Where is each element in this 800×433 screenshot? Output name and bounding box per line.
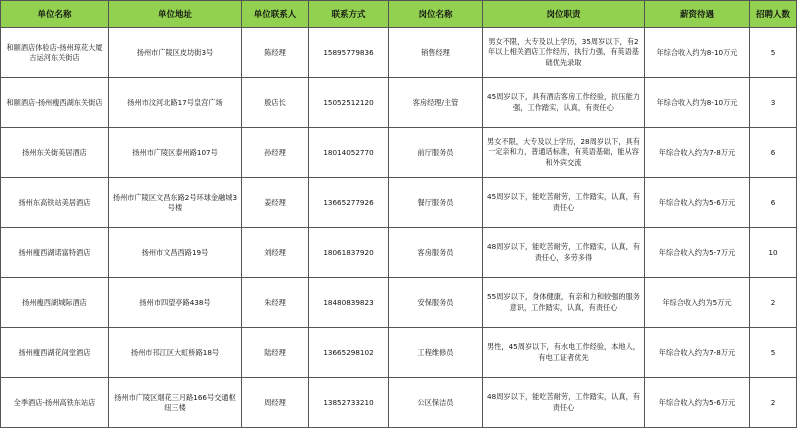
position-duty: 45周岁以下，能吃苦耐劳，工作踏实，认真，有责任心 (483, 178, 645, 228)
table-row (1, 178, 797, 228)
hiring-count: 6 (750, 178, 797, 228)
position-duty: 48周岁以下，能吃苦耐劳，工作踏实，认真，有责任心 (483, 378, 645, 428)
position-name: 客房服务员 (389, 228, 483, 278)
header-cell: 单位名称 (1, 1, 109, 28)
hiring-count: 2 (750, 278, 797, 328)
position-name: 客房经理/主管 (389, 78, 483, 128)
company-name: 扬州东关街美居酒店 (1, 128, 109, 178)
position-duty: 45周岁以下，具有酒店客房工作经验，抗压能力强，工作踏实，认真，有责任心 (483, 78, 645, 128)
company-name: 扬州瘦西湖诺富特酒店 (1, 228, 109, 278)
contact-person: 周经理 (242, 378, 309, 428)
company-address: 扬州市汶河北路17号皇宫广场 (109, 78, 242, 128)
contact-phone: 13665298102 (309, 328, 389, 378)
table-row (1, 278, 797, 328)
contact-phone: 15895779836 (309, 28, 389, 78)
hiring-count: 5 (750, 28, 797, 78)
salary: 年综合收入约为5-7万元 (645, 228, 750, 278)
header-row (1, 1, 797, 28)
position-name: 安保服务员 (389, 278, 483, 328)
header-cell: 单位联系人 (242, 1, 309, 28)
contact-person: 殷店长 (242, 78, 309, 128)
company-name: 全季酒店-扬州高铁东站店 (1, 378, 109, 428)
contact-phone: 13665277926 (309, 178, 389, 228)
contact-person: 朱经理 (242, 278, 309, 328)
company-name: 和颐酒店体验店-扬州琼花大厦古运河东关街店 (1, 28, 109, 78)
hiring-count: 3 (750, 78, 797, 128)
position-duty: 男性，45周岁以下，有水电工作经验，本地人，有电工证者优先 (483, 328, 645, 378)
contact-phone: 15052512120 (309, 78, 389, 128)
header-cell: 薪资待遇 (645, 1, 750, 28)
contact-person: 陈经理 (242, 28, 309, 78)
company-name: 和颐酒店-扬州瘦西湖东关街店 (1, 78, 109, 128)
hiring-count: 10 (750, 228, 797, 278)
contact-person: 刘经理 (242, 228, 309, 278)
hiring-count: 6 (750, 128, 797, 178)
company-address: 扬州市广陵区烟花三月路166号交通枢纽三楼 (109, 378, 242, 428)
contact-phone: 18061837920 (309, 228, 389, 278)
salary: 年综合收入约为7-8万元 (645, 128, 750, 178)
table-row (1, 78, 797, 128)
company-address: 扬州市广陵区文昌东路2号环球金融城3号楼 (109, 178, 242, 228)
contact-phone: 13852733210 (309, 378, 389, 428)
header-cell: 单位地址 (109, 1, 242, 28)
contact-person: 姜经理 (242, 178, 309, 228)
salary: 年综合收入约为8-10万元 (645, 78, 750, 128)
salary: 年综合收入约为5万元 (645, 278, 750, 328)
hiring-count: 2 (750, 378, 797, 428)
table-row (1, 378, 797, 428)
table-row (1, 328, 797, 378)
contact-phone: 18480839823 (309, 278, 389, 328)
company-name: 扬州瘦西湖城际酒店 (1, 278, 109, 328)
header-cell: 招聘人数 (750, 1, 797, 28)
position-name: 工程维修员 (389, 328, 483, 378)
position-name: 公区保洁员 (389, 378, 483, 428)
contact-person: 孙经理 (242, 128, 309, 178)
table-row (1, 228, 797, 278)
contact-person: 陆经理 (242, 328, 309, 378)
salary: 年综合收入约为7-8万元 (645, 328, 750, 378)
header-cell: 联系方式 (309, 1, 389, 28)
company-name: 扬州瘦西湖花间堂酒店 (1, 328, 109, 378)
position-name: 前厅服务员 (389, 128, 483, 178)
company-address: 扬州市四望亭路438号 (109, 278, 242, 328)
position-name: 餐厅服务员 (389, 178, 483, 228)
table-row (1, 128, 797, 178)
company-address: 扬州市广陵区泰州路107号 (109, 128, 242, 178)
header-cell: 岗位名称 (389, 1, 483, 28)
company-address: 扬州市文昌西路19号 (109, 228, 242, 278)
table-row (1, 28, 797, 78)
hiring-count: 5 (750, 328, 797, 378)
position-name: 销售经理 (389, 28, 483, 78)
contact-phone: 18014052770 (309, 128, 389, 178)
company-address: 扬州市广陵区皮坊街3号 (109, 28, 242, 78)
position-duty: 男女不限，大专及以上学历，35周岁以下，有2年以上相关酒店工作经历，执行力强，有英语基础优先录取 (483, 28, 645, 78)
company-address: 扬州市邗江区大虹桥路18号 (109, 328, 242, 378)
salary: 年综合收入约为5-6万元 (645, 178, 750, 228)
company-name: 扬州东高铁站美居酒店 (1, 178, 109, 228)
position-duty: 55周岁以下，身体健康，有亲和力和较强的服务意识，工作踏实，认真，有责任心 (483, 278, 645, 328)
position-duty: 48周岁以下，能吃苦耐劳，工作踏实，认真，有责任心，多劳多得 (483, 228, 645, 278)
salary: 年综合收入约为5-6万元 (645, 378, 750, 428)
position-duty: 男女不限，大专及以上学历，28周岁以下，具有一定亲和力，普通话标准，有英语基础，能从容和外宾交流 (483, 128, 645, 178)
header-cell: 岗位职责 (483, 1, 645, 28)
salary: 年综合收入约为8-10万元 (645, 28, 750, 78)
